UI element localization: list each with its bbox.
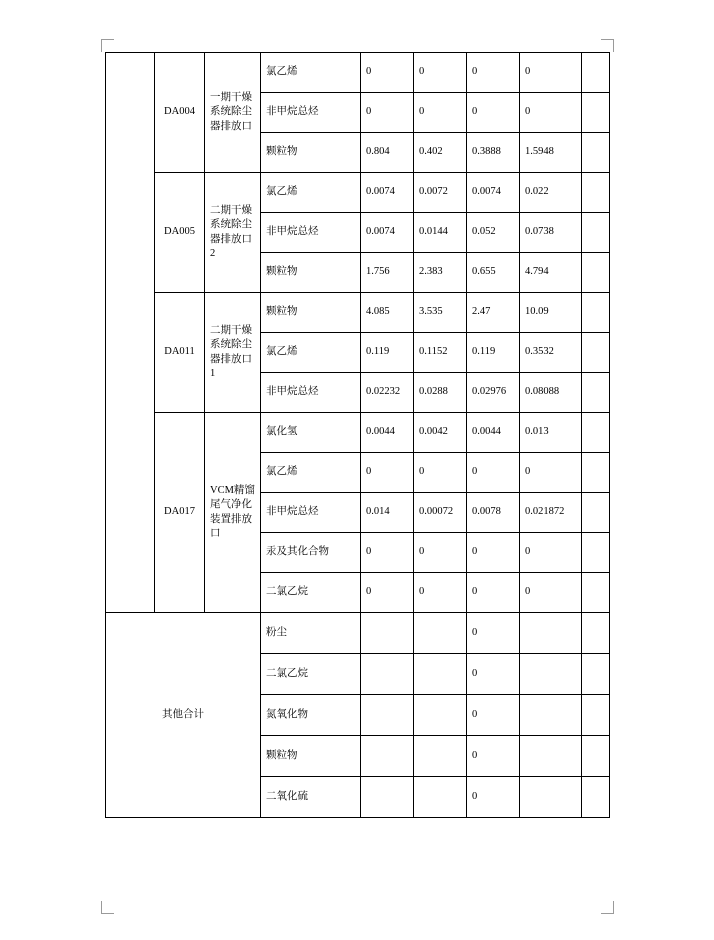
value-total (520, 654, 582, 695)
outlet-name: 一期干燥系统除尘器排放口 (205, 53, 261, 173)
value-q3: 0 (467, 777, 520, 818)
outlet-code: DA017 (155, 413, 205, 613)
value-q1 (361, 654, 414, 695)
outlet-name: VCM精馏尾气净化装置排放口 (205, 413, 261, 613)
value-q3: 0.0044 (467, 413, 520, 453)
value-q2: 0.0072 (414, 173, 467, 213)
value-q2: 0.1152 (414, 333, 467, 373)
value-extra (582, 695, 610, 736)
pollutant-name: 非甲烷总烃 (261, 213, 361, 253)
value-q3: 0.3888 (467, 133, 520, 173)
value-extra (582, 93, 610, 133)
value-q3: 0 (467, 573, 520, 613)
value-q1: 0 (361, 453, 414, 493)
pollutant-name: 汞及其化合物 (261, 533, 361, 573)
value-q2: 3.535 (414, 293, 467, 333)
value-total (520, 613, 582, 654)
value-total: 0.022 (520, 173, 582, 213)
value-q3: 0 (467, 695, 520, 736)
crop-mark-bottom-left (101, 901, 114, 914)
pollutant-name: 二氧化硫 (261, 777, 361, 818)
value-total: 0.0738 (520, 213, 582, 253)
value-q2: 0.0042 (414, 413, 467, 453)
outlet-name: 二期干燥系统除尘器排放口1 (205, 293, 261, 413)
value-q2 (414, 777, 467, 818)
value-q3: 0 (467, 93, 520, 133)
pollutant-name: 颗粒物 (261, 736, 361, 777)
value-q1 (361, 613, 414, 654)
pollutant-name: 非甲烷总烃 (261, 493, 361, 533)
value-q1: 0.119 (361, 333, 414, 373)
table-row (106, 173, 610, 213)
emissions-table (105, 52, 610, 818)
outlet-code: DA005 (155, 173, 205, 293)
pollutant-name: 氯乙烯 (261, 453, 361, 493)
value-total: 0.021872 (520, 493, 582, 533)
pollutant-name: 颗粒物 (261, 133, 361, 173)
value-extra (582, 333, 610, 373)
value-extra (582, 213, 610, 253)
value-q1: 0.0074 (361, 173, 414, 213)
outlet-code: DA011 (155, 293, 205, 413)
value-q1: 0.804 (361, 133, 414, 173)
value-q3: 0.0078 (467, 493, 520, 533)
value-extra (582, 493, 610, 533)
outlet-code: DA004 (155, 53, 205, 173)
value-total: 0 (520, 453, 582, 493)
value-q2: 0 (414, 453, 467, 493)
value-total: 0.3532 (520, 333, 582, 373)
value-total: 0 (520, 93, 582, 133)
pollutant-name: 氯乙烯 (261, 173, 361, 213)
value-total: 1.5948 (520, 133, 582, 173)
value-extra (582, 777, 610, 818)
pollutant-name: 氯乙烯 (261, 333, 361, 373)
value-total: 10.09 (520, 293, 582, 333)
value-q3: 0 (467, 53, 520, 93)
value-total (520, 777, 582, 818)
value-q3: 2.47 (467, 293, 520, 333)
value-q1: 0 (361, 533, 414, 573)
value-q3: 0 (467, 613, 520, 654)
table-body (106, 53, 610, 818)
value-total: 0 (520, 533, 582, 573)
value-extra (582, 293, 610, 333)
value-q3: 0.052 (467, 213, 520, 253)
value-extra (582, 413, 610, 453)
pollutant-name: 非甲烷总烃 (261, 93, 361, 133)
crop-mark-bottom-right (601, 901, 614, 914)
value-q1: 0 (361, 93, 414, 133)
value-q2: 0.0144 (414, 213, 467, 253)
pollutant-name: 粉尘 (261, 613, 361, 654)
value-q2: 0 (414, 533, 467, 573)
value-total: 0.08088 (520, 373, 582, 413)
value-q1: 0.0044 (361, 413, 414, 453)
pollutant-name: 颗粒物 (261, 293, 361, 333)
outlet-name: 二期干燥系统除尘器排放口2 (205, 173, 261, 293)
crop-mark-top-right (601, 39, 614, 52)
value-q3: 0 (467, 453, 520, 493)
pollutant-name: 氯乙烯 (261, 53, 361, 93)
value-q2 (414, 736, 467, 777)
value-q1: 0.0074 (361, 213, 414, 253)
value-q1: 1.756 (361, 253, 414, 293)
pollutant-name: 非甲烷总烃 (261, 373, 361, 413)
value-q1: 4.085 (361, 293, 414, 333)
value-extra (582, 654, 610, 695)
value-total: 0.013 (520, 413, 582, 453)
table-row (106, 53, 610, 93)
value-extra (582, 736, 610, 777)
value-total (520, 736, 582, 777)
table-row (106, 293, 610, 333)
value-q2 (414, 695, 467, 736)
value-q1: 0 (361, 573, 414, 613)
value-total: 4.794 (520, 253, 582, 293)
value-q3: 0 (467, 533, 520, 573)
value-q2: 0.402 (414, 133, 467, 173)
pollutant-name: 二氯乙烷 (261, 573, 361, 613)
value-q1 (361, 695, 414, 736)
value-q3: 0.0074 (467, 173, 520, 213)
value-q2: 0 (414, 53, 467, 93)
value-q2 (414, 613, 467, 654)
pollutant-name: 氯化氢 (261, 413, 361, 453)
value-q1 (361, 736, 414, 777)
value-total: 0 (520, 573, 582, 613)
value-q3: 0.119 (467, 333, 520, 373)
value-extra (582, 133, 610, 173)
value-q1: 0 (361, 53, 414, 93)
value-extra (582, 373, 610, 413)
value-q2: 0 (414, 573, 467, 613)
value-q1 (361, 777, 414, 818)
value-q3: 0 (467, 736, 520, 777)
left-spacer-cell (106, 53, 155, 613)
value-q1: 0.02232 (361, 373, 414, 413)
value-extra (582, 613, 610, 654)
emissions-table-wrapper (105, 52, 609, 818)
value-q3: 0 (467, 654, 520, 695)
value-q2: 0 (414, 93, 467, 133)
pollutant-name: 颗粒物 (261, 253, 361, 293)
value-q1: 0.014 (361, 493, 414, 533)
other-total-label: 其他合计 (106, 613, 261, 818)
value-q3: 0.655 (467, 253, 520, 293)
value-q2: 0.0288 (414, 373, 467, 413)
value-extra (582, 253, 610, 293)
pollutant-name: 二氯乙烷 (261, 654, 361, 695)
pollutant-name: 氮氧化物 (261, 695, 361, 736)
value-extra (582, 173, 610, 213)
value-extra (582, 453, 610, 493)
value-total (520, 695, 582, 736)
value-q3: 0.02976 (467, 373, 520, 413)
value-q2: 2.383 (414, 253, 467, 293)
value-total: 0 (520, 53, 582, 93)
value-q2 (414, 654, 467, 695)
table-row (106, 613, 610, 654)
value-extra (582, 533, 610, 573)
crop-mark-top-left (101, 39, 114, 52)
value-extra (582, 573, 610, 613)
value-extra (582, 53, 610, 93)
table-row (106, 413, 610, 453)
value-q2: 0.00072 (414, 493, 467, 533)
